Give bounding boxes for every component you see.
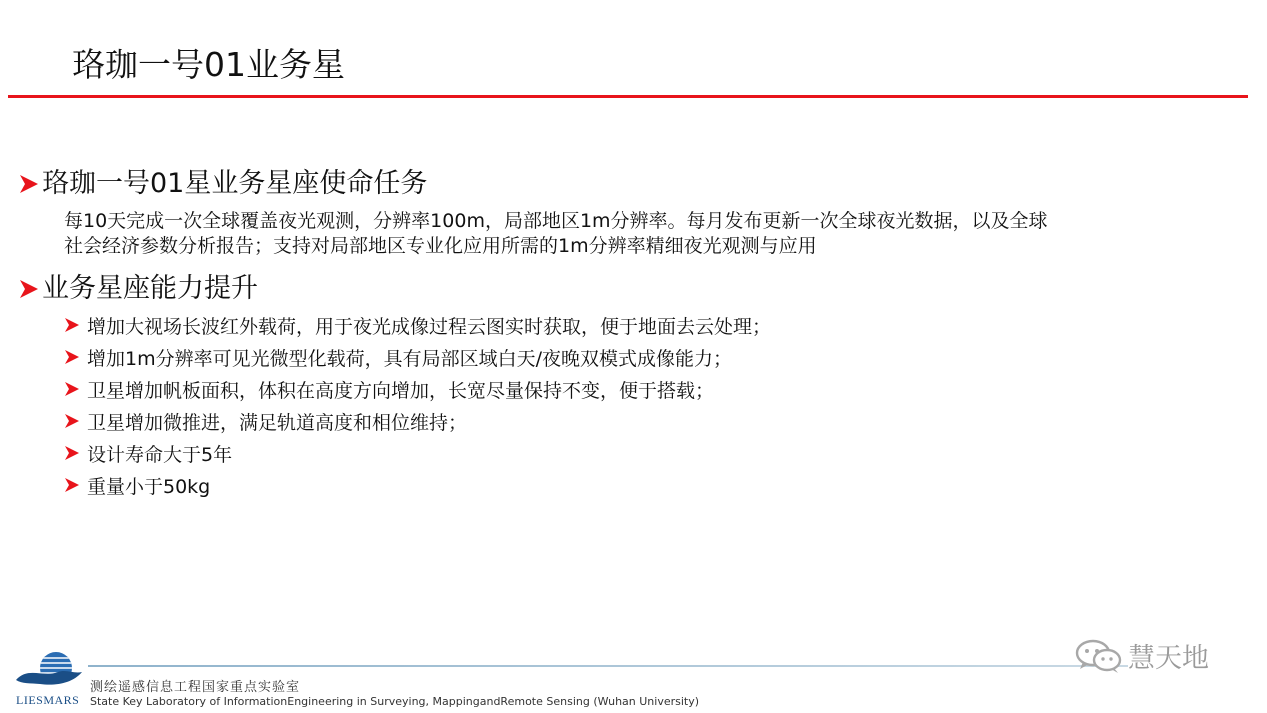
footer-divider	[88, 665, 1128, 667]
list-item	[64, 437, 771, 469]
section-mission	[18, 166, 427, 202]
list-item-text: 卫星增加微推进，满足轨道高度和相位维持；	[87, 411, 468, 434]
arrow-bullet-icon	[64, 444, 80, 462]
arrow-bullet-icon	[64, 380, 80, 398]
arrow-bullet-icon	[64, 348, 80, 366]
lab-name-chinese: 测绘遥感信息工程国家重点实验室	[90, 680, 301, 695]
list-item-text: 增加大视场长波红外载荷，用于夜光成像过程云图实时获取，便于地面去云处理；	[87, 315, 772, 338]
section-mission-description	[64, 209, 1259, 259]
list-item-text: 重量小于50kg	[87, 475, 211, 498]
list-item	[64, 469, 771, 501]
title-divider	[8, 95, 1248, 98]
arrow-bullet-icon	[18, 277, 40, 301]
slide-title: 珞珈一号01业务星	[72, 45, 345, 84]
arrow-bullet-icon	[18, 172, 40, 196]
lab-name-english: State Key Laboratory of InformationEngineering in Surveying, MappingandRemote Sensing (Wuhan University)	[90, 695, 700, 708]
description-line: 社会经济参数分析报告；支持对局部地区专业化应用所需的1m分辨率精细夜光观测与应用	[64, 235, 817, 257]
list-item-text: 卫星增加帆板面积，体积在高度方向增加，长宽尽量保持不变，便于搭载；	[87, 379, 715, 402]
watermark-text: 慧天地	[1128, 643, 1209, 674]
liesmars-logo-icon	[14, 650, 84, 692]
list-item	[64, 341, 771, 373]
wechat-icon	[1074, 638, 1124, 674]
capability-list	[64, 309, 771, 501]
logo-text: LIESMARS	[16, 693, 80, 707]
watermark	[1074, 636, 1209, 675]
section-capability-heading: 业务星座能力提升	[42, 273, 258, 304]
list-item-text: 设计寿命大于5年	[87, 443, 233, 466]
list-item-text: 增加1m分辨率可见光微型化载荷，具有局部区域白天/夜晚双模式成像能力；	[87, 347, 732, 370]
section-capability	[18, 271, 258, 307]
arrow-bullet-icon	[64, 412, 80, 430]
arrow-bullet-icon	[64, 476, 80, 494]
section-mission-heading: 珞珈一号01星业务星座使命任务	[42, 168, 428, 199]
description-line: 每10天完成一次全球覆盖夜光观测，分辨率100m，局部地区1m分辨率。每月发布更新一次全球夜光数据，以及全球	[64, 210, 1048, 232]
list-item	[64, 373, 771, 405]
arrow-bullet-icon	[64, 316, 80, 334]
list-item	[64, 405, 771, 437]
list-item	[64, 309, 771, 341]
